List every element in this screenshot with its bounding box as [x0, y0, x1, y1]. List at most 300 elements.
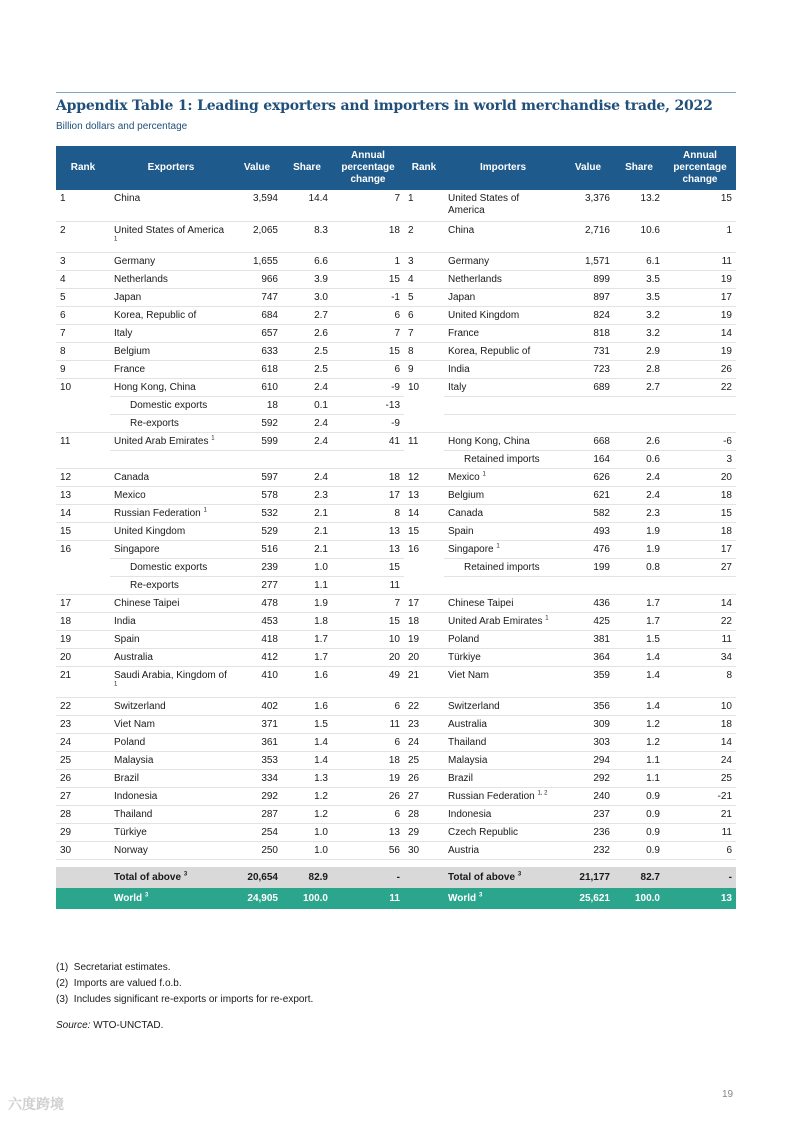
cell-value-importers	[562, 576, 614, 594]
footnote-2	[56, 976, 313, 992]
cell-rank-importers	[404, 697, 444, 715]
total-label-text: Total of above	[448, 872, 516, 883]
cell-value-importers	[562, 715, 614, 733]
table-row	[56, 558, 736, 576]
cell-text: 19	[720, 345, 732, 357]
cell-text: 29	[60, 826, 72, 838]
table-row	[56, 594, 736, 612]
cell-text: 25	[720, 772, 732, 784]
cell-text: 1.1	[314, 579, 328, 591]
cell-text: 22	[720, 381, 732, 393]
cell-text: 1.4	[314, 754, 328, 766]
cell-text: Indonesia	[448, 808, 492, 820]
cell-value-importers	[562, 414, 614, 432]
cell-text: 418	[261, 633, 278, 645]
cell-change	[332, 522, 404, 540]
cell-text: 6.6	[314, 255, 328, 267]
cell-text: 15	[60, 525, 72, 537]
cell-rank-importers	[404, 733, 444, 751]
cell-text: Poland	[448, 633, 480, 645]
cell-text: 1.0	[314, 844, 328, 856]
cell-text: United Arab Emirates	[448, 615, 543, 627]
cell-value-importers	[562, 288, 614, 306]
cell-text: 25	[60, 754, 72, 766]
cell-country-importers	[444, 468, 562, 486]
cell-change-importers	[664, 805, 736, 823]
cell-share-importers	[614, 576, 664, 594]
cell-value	[232, 324, 282, 342]
cell-text: Saudi Arabia, Kingdom of	[114, 669, 227, 681]
cell-country-importers	[444, 378, 562, 396]
cell-text: 13	[388, 543, 400, 555]
cell-text: 199	[593, 561, 610, 573]
cell-country-importers	[444, 432, 562, 450]
cell-text: Indonesia	[114, 790, 158, 802]
cell-change	[332, 396, 404, 414]
cell-change-importers	[664, 504, 736, 522]
table-row	[56, 540, 736, 558]
cell-text: France	[448, 327, 480, 339]
cell-text: 254	[261, 826, 278, 838]
cell-value	[232, 486, 282, 504]
cell-change-importers	[664, 769, 736, 787]
cell-country-importers	[444, 486, 562, 504]
cell-text: 13.2	[640, 193, 660, 204]
cell-text: 532	[261, 507, 278, 519]
cell-text: 26	[60, 772, 72, 784]
cell-rank-importers	[404, 270, 444, 288]
footnote-mark: 1	[114, 681, 118, 688]
table-row	[56, 432, 736, 450]
cell-country-importers	[444, 306, 562, 324]
table-body	[56, 190, 736, 859]
cell-text: 2.6	[314, 327, 328, 339]
cell-text: 0.1	[314, 399, 328, 411]
cell-text: 1,571	[584, 255, 610, 267]
cell-country	[110, 450, 232, 468]
cell-rank-importers	[404, 612, 444, 630]
cell-text: Retained imports	[464, 561, 540, 573]
cell-text: 9	[60, 363, 66, 375]
cell-value-importers	[562, 697, 614, 715]
total-share: 82.9	[282, 867, 332, 888]
cell-text: 4	[60, 273, 66, 285]
table-row	[56, 468, 736, 486]
cell-rank-importers	[404, 841, 444, 859]
cell-text: Japan	[448, 291, 476, 303]
cell-text: Russian Federation	[114, 507, 201, 519]
cell-text: 7	[60, 327, 66, 339]
cell-text: Brazil	[448, 772, 474, 784]
table-row	[56, 648, 736, 666]
total-change: -	[332, 867, 404, 888]
table-row	[56, 522, 736, 540]
cell-rank	[56, 324, 110, 342]
cell-text: 22	[60, 700, 72, 712]
world-change-importers: 13	[664, 888, 736, 909]
cell-change	[332, 270, 404, 288]
cell-text: 18	[408, 615, 420, 627]
table-row	[56, 504, 736, 522]
cell-country-importers	[444, 576, 562, 594]
cell-value	[232, 558, 282, 576]
page-number: 19	[722, 1089, 734, 1100]
cell-text: 15	[720, 193, 732, 204]
cell-text: Thailand	[448, 736, 487, 748]
spacer-row	[56, 859, 736, 867]
cell-text: Austria	[448, 844, 480, 856]
cell-value	[232, 432, 282, 450]
cell-text: 897	[593, 291, 610, 303]
cell-text: 0.9	[646, 790, 660, 802]
cell-country-importers	[444, 594, 562, 612]
cell-text: 1.6	[314, 700, 328, 712]
cell-rank	[56, 414, 110, 432]
cell-country	[110, 468, 232, 486]
cell-value	[232, 805, 282, 823]
cell-share	[282, 841, 332, 859]
cell-text: 18	[720, 525, 732, 537]
cell-change	[332, 252, 404, 270]
cell-share	[282, 288, 332, 306]
cell-change-importers	[664, 306, 736, 324]
cell-text: 1.0	[314, 561, 328, 573]
cell-country	[110, 841, 232, 859]
table-row	[56, 306, 736, 324]
cell-text: 2.3	[314, 489, 328, 501]
cell-country-importers	[444, 414, 562, 432]
cell-text: 15	[408, 525, 420, 537]
footnote-3	[56, 992, 313, 1008]
cell-text: 19	[720, 273, 732, 285]
cell-text: 2.7	[314, 309, 328, 321]
cell-change	[332, 787, 404, 805]
cell-share	[282, 504, 332, 522]
cell-text: 626	[593, 471, 610, 483]
table-row	[56, 733, 736, 751]
cell-text: 10	[408, 381, 420, 393]
cell-text: 26	[388, 790, 400, 802]
cell-text: 303	[593, 736, 610, 748]
cell-text: 1	[408, 193, 414, 204]
cell-rank	[56, 576, 110, 594]
cell-text: 10	[388, 633, 400, 645]
cell-text: 15	[388, 561, 400, 573]
cell-text: 250	[261, 844, 278, 856]
cell-rank	[56, 360, 110, 378]
cell-change	[332, 841, 404, 859]
cell-text: 14	[720, 736, 732, 748]
cell-text: 1,655	[252, 255, 278, 267]
cell-text: 15	[388, 345, 400, 357]
cell-country-importers	[444, 612, 562, 630]
cell-country	[110, 540, 232, 558]
cell-text: 1.4	[646, 669, 660, 681]
cell-change	[332, 558, 404, 576]
cell-text: 1.9	[646, 525, 660, 537]
cell-value	[232, 612, 282, 630]
cell-text: 1	[60, 193, 66, 204]
cell-value	[232, 450, 282, 468]
cell-country	[110, 648, 232, 666]
cell-text: 3	[726, 453, 732, 465]
cell-text: 684	[261, 309, 278, 321]
cell-text: 1.7	[314, 651, 328, 663]
cell-text: 8.3	[314, 224, 328, 236]
cell-text: 3,594	[252, 193, 278, 204]
cell-text: 2.4	[314, 471, 328, 483]
cell-text: United Arab Emirates	[114, 435, 209, 447]
cell-text: 2.5	[314, 363, 328, 375]
cell-value-importers	[562, 360, 614, 378]
cell-text: Russian Federation	[448, 790, 535, 802]
cell-share	[282, 612, 332, 630]
cell-text: 0.9	[646, 844, 660, 856]
footnote-1	[56, 960, 313, 976]
cell-value	[232, 522, 282, 540]
cell-text: 30	[60, 844, 72, 856]
cell-country	[110, 733, 232, 751]
cell-text: 12	[408, 471, 420, 483]
cell-text: 22	[408, 700, 420, 712]
cell-rank-importers	[404, 504, 444, 522]
cell-text: 17	[720, 543, 732, 555]
top-rule	[56, 92, 736, 93]
cell-share-importers	[614, 666, 664, 697]
cell-change-importers	[664, 715, 736, 733]
cell-country-importers	[444, 715, 562, 733]
cell-rank-importers	[404, 378, 444, 396]
cell-text: 371	[261, 718, 278, 730]
cell-text: Chinese Taipei	[448, 597, 514, 609]
cell-rank	[56, 540, 110, 558]
cell-text: 2.4	[314, 381, 328, 393]
world-label-text: World	[114, 893, 143, 904]
cell-text: Switzerland	[114, 700, 166, 712]
cell-country	[110, 432, 232, 450]
cell-rank-importers	[404, 522, 444, 540]
cell-text: 13	[60, 489, 72, 501]
col-header-rank: Rank	[56, 146, 110, 190]
cell-change	[332, 769, 404, 787]
cell-text: 334	[261, 772, 278, 784]
cell-text: -13	[385, 399, 400, 411]
cell-country	[110, 396, 232, 414]
col-header-change: Annual percentage change	[332, 146, 404, 190]
footnote-text: Imports are valued f.o.b.	[73, 978, 182, 989]
cell-value-importers	[562, 841, 614, 859]
cell-value	[232, 540, 282, 558]
cell-text: 11	[721, 255, 732, 267]
cell-share	[282, 396, 332, 414]
cell-text: 292	[593, 772, 610, 784]
cell-text: Singapore	[114, 543, 160, 555]
cell-text: 381	[593, 633, 610, 645]
cell-text: 0.9	[646, 808, 660, 820]
total-rank-importers	[404, 867, 444, 888]
cell-change-importers	[664, 612, 736, 630]
world-share: 100.0	[282, 888, 332, 909]
cell-country-importers	[444, 324, 562, 342]
cell-change-importers	[664, 414, 736, 432]
cell-rank	[56, 715, 110, 733]
footnote-mark: 1	[482, 471, 486, 478]
cell-country-importers	[444, 733, 562, 751]
cell-text: 410	[261, 669, 278, 681]
cell-value-importers	[562, 540, 614, 558]
cell-rank	[56, 396, 110, 414]
table-row	[56, 805, 736, 823]
cell-rank-importers	[404, 306, 444, 324]
cell-text: 1.2	[646, 718, 660, 730]
cell-text: Italy	[448, 381, 467, 393]
cell-text: -9	[391, 417, 400, 429]
footnote-mark: 1	[545, 615, 549, 622]
cell-rank	[56, 342, 110, 360]
cell-change	[332, 504, 404, 522]
cell-share-importers	[614, 841, 664, 859]
cell-text: 0.8	[646, 561, 660, 573]
cell-rank-importers	[404, 252, 444, 270]
cell-share	[282, 190, 332, 221]
cell-value-importers	[562, 306, 614, 324]
cell-text: China	[114, 193, 141, 204]
cell-change	[332, 594, 404, 612]
cell-text: 23	[60, 718, 72, 730]
table-row	[56, 450, 736, 468]
cell-value-importers	[562, 486, 614, 504]
cell-text: 6	[408, 309, 414, 321]
cell-change	[332, 432, 404, 450]
cell-share-importers	[614, 630, 664, 648]
table-row	[56, 715, 736, 733]
cell-rank	[56, 306, 110, 324]
cell-value	[232, 378, 282, 396]
cell-text: Norway	[114, 844, 148, 856]
cell-text: 21	[720, 808, 732, 820]
col-header-exporters: Exporters	[110, 146, 232, 190]
cell-text: 1.4	[646, 651, 660, 663]
cell-country-importers	[444, 270, 562, 288]
cell-change	[332, 666, 404, 697]
cell-text: 6	[60, 309, 66, 321]
cell-country	[110, 360, 232, 378]
cell-text: 1.7	[314, 633, 328, 645]
cell-value-importers	[562, 805, 614, 823]
cell-value	[232, 504, 282, 522]
cell-text: 237	[593, 808, 610, 820]
cell-text: 240	[593, 790, 610, 802]
cell-rank-importers	[404, 558, 444, 576]
col-header-share-importers: Share	[614, 146, 664, 190]
cell-rank	[56, 221, 110, 252]
cell-share-importers	[614, 612, 664, 630]
cell-change	[332, 324, 404, 342]
cell-text: 14	[60, 507, 72, 519]
cell-value	[232, 697, 282, 715]
cell-share-importers	[614, 396, 664, 414]
cell-share-importers	[614, 360, 664, 378]
cell-text: Germany	[114, 255, 156, 267]
cell-change	[332, 540, 404, 558]
cell-rank-importers	[404, 190, 444, 221]
cell-country-importers	[444, 504, 562, 522]
cell-text: 1.6	[314, 669, 328, 681]
cell-rank	[56, 252, 110, 270]
cell-text: 1.4	[646, 700, 660, 712]
cell-text: 11	[408, 435, 419, 447]
cell-text: France	[114, 363, 146, 375]
cell-share	[282, 522, 332, 540]
cell-share-importers	[614, 342, 664, 360]
cell-rank	[56, 733, 110, 751]
table-row	[56, 378, 736, 396]
cell-text: 689	[593, 381, 610, 393]
cell-rank	[56, 378, 110, 396]
cell-text: 15	[388, 615, 400, 627]
cell-text: -6	[723, 435, 732, 447]
cell-text: 0.6	[646, 453, 660, 465]
cell-change-importers	[664, 558, 736, 576]
cell-value	[232, 787, 282, 805]
cell-text: 18	[388, 754, 400, 766]
cell-text: 27	[60, 790, 72, 802]
cell-text: 11	[721, 633, 732, 645]
cell-value-importers	[562, 823, 614, 841]
cell-text: 292	[261, 790, 278, 802]
cell-rank	[56, 751, 110, 769]
cell-text: 18	[388, 471, 400, 483]
cell-text: 17	[60, 597, 72, 609]
cell-value-importers	[562, 733, 614, 751]
cell-text: 21	[60, 669, 72, 681]
cell-text: 16	[60, 543, 72, 555]
table-row	[56, 288, 736, 306]
cell-country	[110, 288, 232, 306]
cell-change	[332, 378, 404, 396]
cell-text: 7	[394, 597, 400, 609]
table-row	[56, 396, 736, 414]
cell-value	[232, 666, 282, 697]
cell-share	[282, 715, 332, 733]
cell-change	[332, 414, 404, 432]
cell-country	[110, 414, 232, 432]
cell-share-importers	[614, 432, 664, 450]
cell-share	[282, 769, 332, 787]
cell-text: 359	[593, 669, 610, 681]
table-row	[56, 823, 736, 841]
cell-share-importers	[614, 414, 664, 432]
cell-text: 16	[408, 543, 420, 555]
table-row	[56, 751, 736, 769]
cell-country-importers	[444, 558, 562, 576]
cell-text: 493	[593, 525, 610, 537]
cell-country	[110, 666, 232, 697]
cell-rank-importers	[404, 751, 444, 769]
cell-text: 18	[720, 718, 732, 730]
cell-share	[282, 252, 332, 270]
cell-text: 476	[593, 543, 610, 555]
cell-text: 4	[408, 273, 414, 285]
cell-text: -9	[391, 381, 400, 393]
cell-text: Thailand	[114, 808, 153, 820]
cell-share-importers	[614, 522, 664, 540]
cell-country-importers	[444, 769, 562, 787]
cell-share-importers	[614, 468, 664, 486]
cell-text: 18	[266, 399, 278, 411]
cell-text: 294	[593, 754, 610, 766]
source-text: WTO-UNCTAD.	[93, 1020, 164, 1031]
